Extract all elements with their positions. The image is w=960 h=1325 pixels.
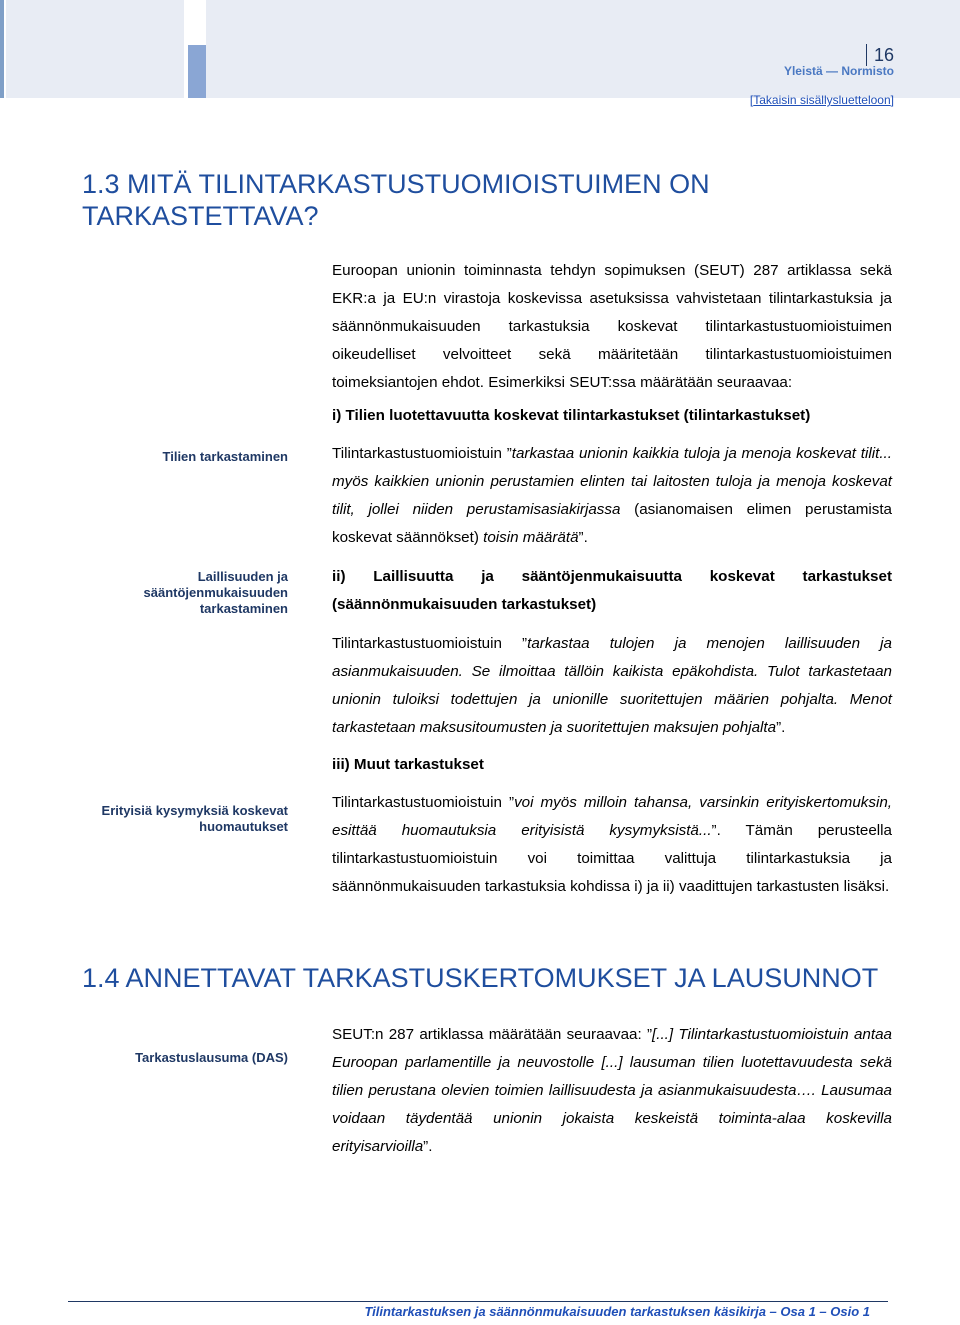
paragraph-i-quote: tarkastaa unionin kaikkia tuloja ja menoja koskevat tilit... myös kaikkien unionin perustamien elinten tai laitosten tuloja ja menoja koskevat tilit, jollei niiden perustamisasiakirjassa: [332, 445, 892, 518]
paragraph-iv: [332, 1021, 892, 1161]
paragraph-iii-rest: ”. Tämän perusteella tilintarkastustuomioistuin voi toimittaa valittuja tilintarkastuksia ja säännönmukaisuuden tarkastuksia kohdissa i) ja ii) vaadittujen tarkastusten lisäksi.: [332, 822, 893, 895]
paragraph-iv-lead: SEUT:n 287 artiklassa määrätään seuraavaa: ”: [332, 1026, 653, 1043]
paragraph-ii-quote: tarkastaa tulojen ja menojen laillisuuden ja asianmukaisuuden. Se ilmoittaa tällöin kaikista epäkohdista. Tulot tarkastetaan unionin tuloiksi todettujen ja unionille suoritettujen määrien pohjalta. Menot tarkastetaan maksusitoumusten ja suoritettujen maksujen pohjalta: [332, 635, 892, 736]
paragraph-iii: [332, 789, 892, 901]
paragraph-ii: [332, 630, 892, 742]
page-number: 16: [873, 45, 894, 65]
paragraph-iii-quote: voi myös milloin tahansa, varsinkin erityiskertomuksin, esittää huomautuksia erityisistä kysymyksistä...: [332, 794, 893, 839]
page-number-divider: [866, 44, 867, 66]
side-label-legality-line2: sääntöjenmukaisuuden: [143, 585, 288, 600]
side-label-special-line1: Erityisiä kysymyksiä koskevat: [101, 803, 288, 818]
header-band-left: [6, 0, 184, 98]
side-label-special-line2: huomautukset: [199, 819, 288, 834]
paragraph-iii-lead: Tilintarkastustuomioistuin ”: [332, 794, 515, 811]
side-label-special-issues: [102, 803, 288, 835]
header-blue-block: [188, 45, 206, 98]
back-link-text[interactable]: Takaisin sisällysluetteloon: [753, 93, 891, 107]
section-1-4-title: 1.4 ANNETTAVAT TARKASTUSKERTOMUKSET JA LAUSUNNOT: [82, 963, 879, 993]
subheading-i: i) Tilien luotettavuutta koskevat tilintarkastukset (tilintarkastukset): [332, 407, 811, 424]
section-1-3-title: 1.3 MITÄ TILINTARKASTUSTUOMIOISTUIMEN ON TARKASTETTAVA?: [82, 169, 710, 231]
paragraph-iv-close: ”.: [423, 1138, 433, 1155]
paragraph-i-quote-end: toisin määrätä: [483, 529, 579, 546]
subheading-ii: ii) Laillisuutta ja sääntöjenmukaisuutta koskevat tarkastukset (säännönmukaisuuden tarkastukset): [332, 568, 892, 613]
subheading-iii: iii) Muut tarkastukset: [332, 756, 484, 773]
side-label-legality-line1: Laillisuuden ja: [197, 569, 288, 584]
side-label-accounts: Tilien tarkastaminen: [162, 449, 288, 464]
header-band-right: [206, 0, 960, 98]
footer-rule: [68, 1301, 888, 1302]
header-accent-bar: [0, 0, 4, 98]
side-label-legality: [144, 569, 288, 617]
back-to-toc-link[interactable]: [750, 93, 894, 107]
paragraph-i-aside: (asianomaisen elimen perustamista koskevat säännökset): [332, 501, 892, 546]
footer-title: Tilintarkastuksen ja säännönmukaisuuden tarkastuksen käsikirja – Osa 1 – Osio 1: [364, 1304, 870, 1319]
paragraph-iv-quote: [...] Tilintarkastustuomioistuin antaa Euroopan parlamentille ja neuvostolle [...] lausuman tilien luotettavuudesta sekä tilien perustana olevien toimien laillisuudesta ja asianmukaisuudesta…. Lausumaa voidaan täydentää unionin jokaista keskeistä toiminta-alaa koskevilla erityisarvioilla: [332, 1026, 892, 1155]
side-label-legality-line3: tarkastaminen: [199, 601, 288, 616]
section-1-3-intro: Euroopan unionin toiminnasta tehdyn sopimuksen (SEUT) 287 artiklassa sekä EKR:a ja EU:n virastoja koskevissa asetuksissa vahvistetaan tilintarkastuksia ja säännönmukaisuuden tarkastuksia koskevat tilintarkastustuomioistuimen oikeudelliset velvoitteet sekä määritetään tilintarkastustuomioistuimen toimeksiantojen ehdot. Esimerkiksi SEUT:ssa määrätään seuraavaa:: [332, 262, 892, 391]
side-label-das: Tarkastuslausuma (DAS): [135, 1050, 288, 1065]
back-link-close: ]: [890, 93, 894, 107]
paragraph-i: [332, 440, 892, 552]
paragraph-i-lead: Tilintarkastustuomioistuin ”: [332, 445, 512, 462]
paragraph-ii-close: ”.: [776, 719, 786, 736]
back-link-open: [: [749, 93, 754, 107]
header-section-label: Yleistä — Normisto: [783, 64, 894, 78]
paragraph-ii-lead: Tilintarkastustuomioistuin ”: [332, 635, 528, 652]
paragraph-i-close: ”.: [578, 529, 588, 546]
